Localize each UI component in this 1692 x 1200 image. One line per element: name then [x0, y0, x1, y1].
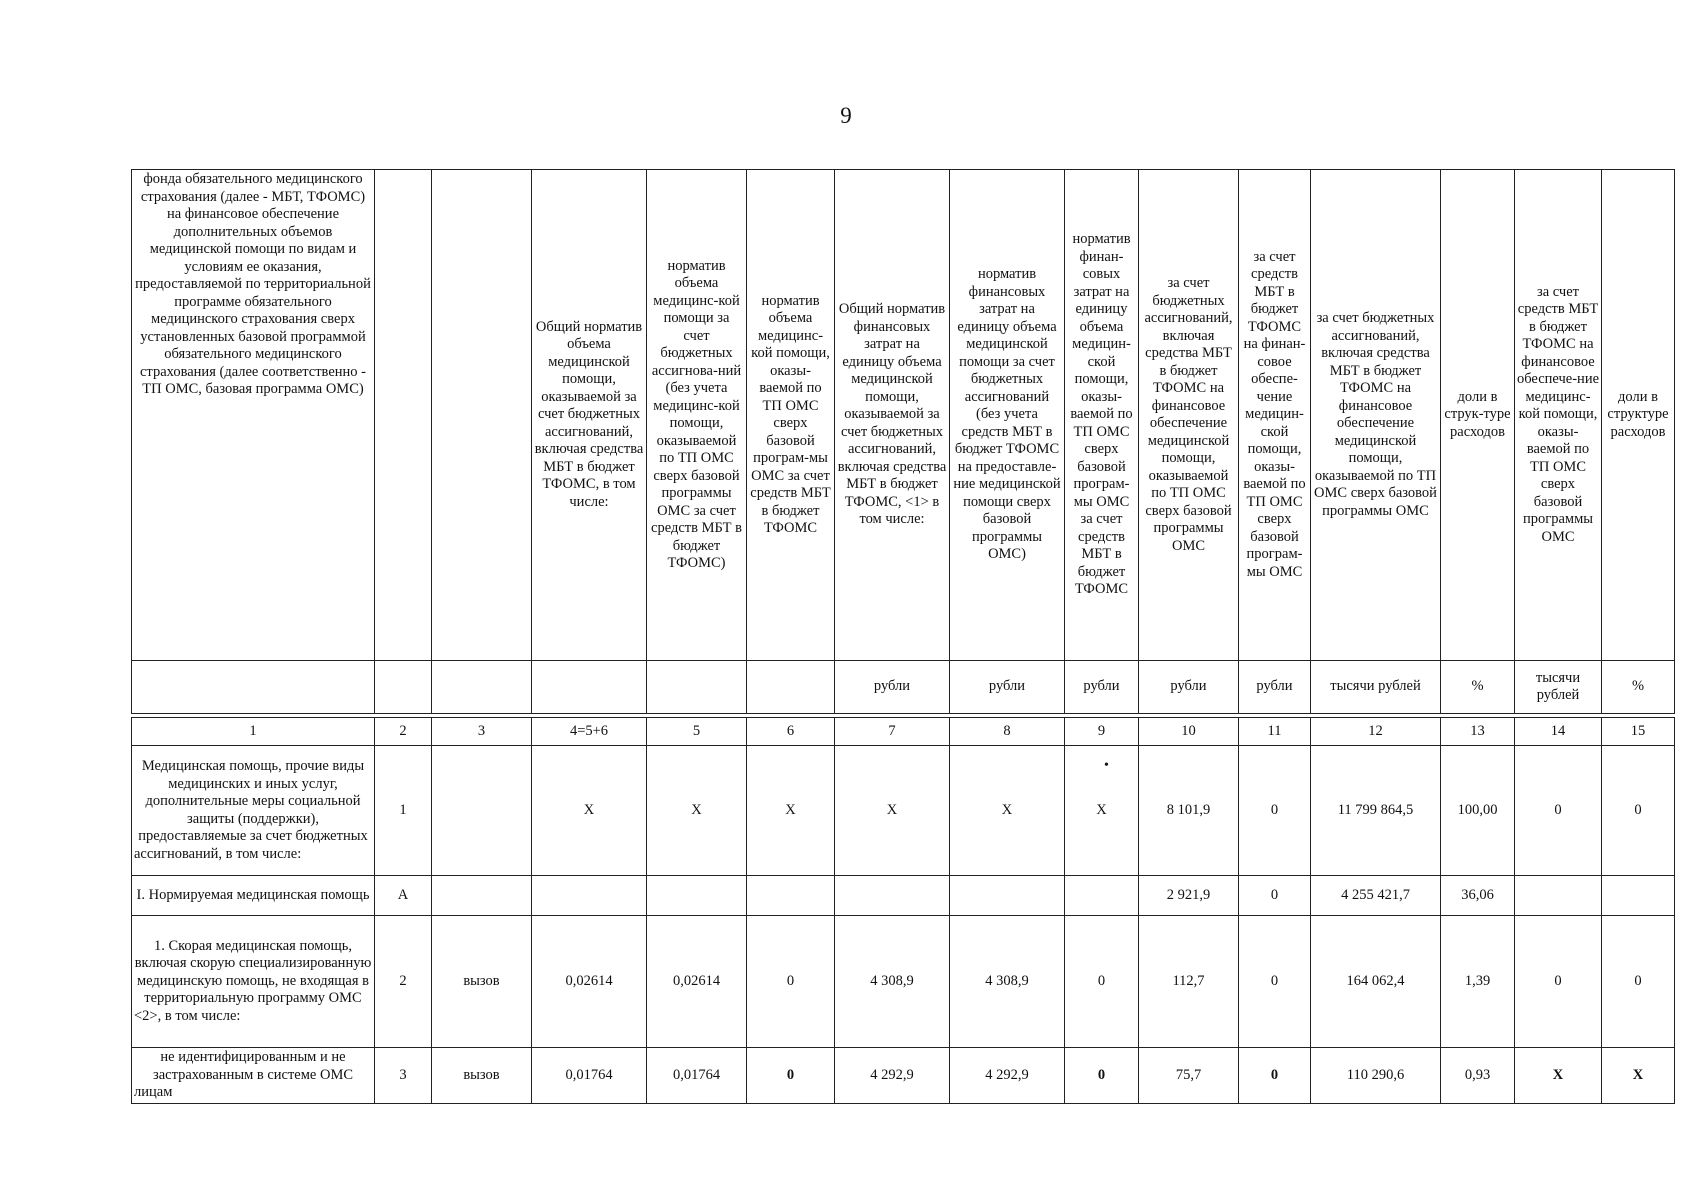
unit-cell: % [1441, 661, 1515, 714]
header-cell: Общий норматив финансовых затрат на единицу объема медицинской помощи, оказываемой за счет бюджетных ассигнований, включая средства МБТ в бюджет ТФОМС, <1> в том числе: [835, 170, 950, 661]
table-cell: 0 [1239, 876, 1311, 916]
table-cell: 0 [747, 1048, 835, 1104]
column-number: 2 [375, 718, 432, 746]
table-cell [1515, 876, 1602, 916]
unit-cell: тысячи рублей [1311, 661, 1441, 714]
unit-cell [532, 661, 647, 714]
table-cell: X [747, 746, 835, 876]
table-cell: 0,02614 [647, 916, 747, 1048]
unit-cell: % [1602, 661, 1675, 714]
table-cell: 3 [375, 1048, 432, 1104]
header-cell: доли в струк-туре расходов [1441, 170, 1515, 661]
column-number: 11 [1239, 718, 1311, 746]
unit-cell: рубли [1065, 661, 1139, 714]
table-row [132, 916, 1675, 1048]
column-number: 3 [432, 718, 532, 746]
column-number: 6 [747, 718, 835, 746]
header-cell: фонда обязательного медицинского страхования (далее - МБТ, ТФОМС) на финансовое обеспечение дополнительных объемов медицинской помощи по видам и условиям ее оказания, предоставляемой по территориальной программе обязательного медицинского страхования сверх установленных базовой программой обязательного медицинского страхования (далее соответственно - ТП ОМС, базовая программа ОМС) [132, 170, 375, 661]
table-cell [1602, 876, 1675, 916]
header-cell: норматив объема медицинс-кой помощи за счет бюджетных ассигнова-ний (без учета медицинс-кой помощи, оказываемой по ТП ОМС сверх базовой программы ОМС за счет средств МБТ в бюджет ТФОМС) [647, 170, 747, 661]
table-cell: 164 062,4 [1311, 916, 1441, 1048]
table-cell: 0,02614 [532, 916, 647, 1048]
table-cell [532, 876, 647, 916]
unit-cell [647, 661, 747, 714]
table-cell: 0 [1239, 916, 1311, 1048]
column-number: 15 [1602, 718, 1675, 746]
column-number: 14 [1515, 718, 1602, 746]
column-number: 4=5+6 [532, 718, 647, 746]
table-cell [1065, 876, 1139, 916]
column-number: 9 [1065, 718, 1139, 746]
unit-cell: рубли [1139, 661, 1239, 714]
table-cell: X [1515, 1048, 1602, 1104]
table-cell: 0,93 [1441, 1048, 1515, 1104]
table-row [132, 746, 1675, 876]
column-number: 7 [835, 718, 950, 746]
unit-cell: рубли [835, 661, 950, 714]
unit-cell [747, 661, 835, 714]
table-cell: 4 292,9 [950, 1048, 1065, 1104]
unit-cell [432, 661, 532, 714]
table-cell: А [375, 876, 432, 916]
header-row [132, 170, 1675, 661]
header-cell: Общий норматив объема медицинской помощи, оказываемой за счет бюджетных ассигнований, включая средства МБТ в бюджет ТФОМС, в том числе: [532, 170, 647, 661]
row-label: Медицинская помощь, прочие виды медицинских и иных услуг, дополнительные меры социальной защиты (поддержки), предоставляемые за счет бюджетных ассигнований, в том числе: [132, 746, 375, 876]
column-number: 10 [1139, 718, 1239, 746]
page-number: 9 [840, 103, 852, 128]
table-cell: вызов [432, 916, 532, 1048]
header-cell [432, 170, 532, 661]
header-cell: норматив объема медицинс-кой помощи, оказы-ваемой по ТП ОМС сверх базовой програм-мы ОМС за счет средств МБТ в бюджет ТФОМС [747, 170, 835, 661]
table-cell: 1,39 [1441, 916, 1515, 1048]
table-cell: 0 [1065, 916, 1139, 1048]
unit-cell: тысячи рублей [1515, 661, 1602, 714]
table-cell: 0 [747, 916, 835, 1048]
table-cell: 4 308,9 [835, 916, 950, 1048]
table-cell: X [647, 746, 747, 876]
table-cell: X [1602, 1048, 1675, 1104]
table-cell: 2 [375, 916, 432, 1048]
table-cell: 0 [1065, 1048, 1139, 1104]
header-cell: за счет средств МБТ в бюджет ТФОМС на финан-совое обеспе-чение медицин-ской помощи, оказы-ваемой по ТП ОМС сверх базовой програм-мы ОМС [1239, 170, 1311, 661]
table-cell: 11 799 864,5 [1311, 746, 1441, 876]
table-cell: X [532, 746, 647, 876]
table-cell [432, 876, 532, 916]
units-row [132, 661, 1675, 714]
table-cell: 4 255 421,7 [1311, 876, 1441, 916]
table-cell: 0 [1239, 746, 1311, 876]
table-cell: 100,00 [1441, 746, 1515, 876]
table-cell: 0,01764 [532, 1048, 647, 1104]
column-number: 13 [1441, 718, 1515, 746]
table-cell: 1 [375, 746, 432, 876]
table-cell: 4 308,9 [950, 916, 1065, 1048]
table-cell: 0,01764 [647, 1048, 747, 1104]
unit-cell [132, 661, 375, 714]
table-cell [432, 746, 532, 876]
stray-mark: • [1104, 758, 1109, 773]
column-number: 1 [132, 718, 375, 746]
header-cell: норматив финансовых затрат на единицу объема медицинской помощи за счет бюджетных ассигнований (без учета средств МБТ в бюджет ТФОМС на предоставле-ние медицинской помощи сверх базовой программы ОМС) [950, 170, 1065, 661]
unit-cell [375, 661, 432, 714]
table-cell: 8 101,9 [1139, 746, 1239, 876]
table-cell [747, 876, 835, 916]
table-cell: 0 [1239, 1048, 1311, 1104]
table-cell: X [835, 746, 950, 876]
table-row [132, 876, 1675, 916]
column-number-row [132, 718, 1675, 746]
row-label: 1. Скорая медицинская помощь, включая скорую специализированную медицинскую помощь, не входящая в территориальную программу ОМС <2>, в том числе: [132, 916, 375, 1048]
header-cell: за счет бюджетных ассигнований, включая средства МБТ в бюджет ТФОМС на финансовое обеспечение медицинской помощи, оказываемой по ТП ОМС сверх базовой программы ОМС [1311, 170, 1441, 661]
table-cell: 4 292,9 [835, 1048, 950, 1104]
row-label: I. Нормируемая медицинская помощь [132, 876, 375, 916]
table-cell: 0 [1602, 916, 1675, 1048]
table-cell: 0 [1602, 746, 1675, 876]
unit-cell: рубли [950, 661, 1065, 714]
table-cell [950, 876, 1065, 916]
header-cell: норматив финан-совых затрат на единицу объема медицин-ской помощи, оказы-ваемой по ТП ОМС сверх базовой програм-мы ОМС за счет средств МБТ в бюджет ТФОМС [1065, 170, 1139, 661]
table-cell [647, 876, 747, 916]
header-cell: за счет бюджетных ассигнований, включая средства МБТ в бюджет ТФОМС на финансовое обеспечение медицинской помощи, оказываемой по ТП ОМС сверх базовой программы ОМС [1139, 170, 1239, 661]
table-cell: X [950, 746, 1065, 876]
table-cell [835, 876, 950, 916]
budget-norms-table [131, 169, 1675, 1104]
header-cell: доли в структуре расходов [1602, 170, 1675, 661]
header-cell [375, 170, 432, 661]
row-label: не идентифицированным и не застрахованным в системе ОМС лицам [132, 1048, 375, 1104]
table-cell: 112,7 [1139, 916, 1239, 1048]
table-cell: X [1065, 746, 1139, 876]
header-cell: за счет средств МБТ в бюджет ТФОМС на финансовое обеспече-ние медицинс-кой помощи, оказы-ваемой по ТП ОМС сверх базовой программы ОМС [1515, 170, 1602, 661]
column-number: 5 [647, 718, 747, 746]
table-row [132, 1048, 1675, 1104]
table-cell: 0 [1515, 746, 1602, 876]
table-cell: 36,06 [1441, 876, 1515, 916]
column-number: 12 [1311, 718, 1441, 746]
table-cell: 75,7 [1139, 1048, 1239, 1104]
table-cell: 110 290,6 [1311, 1048, 1441, 1104]
table-cell: 2 921,9 [1139, 876, 1239, 916]
table-cell: 0 [1515, 916, 1602, 1048]
column-number: 8 [950, 718, 1065, 746]
table-cell: вызов [432, 1048, 532, 1104]
unit-cell: рубли [1239, 661, 1311, 714]
